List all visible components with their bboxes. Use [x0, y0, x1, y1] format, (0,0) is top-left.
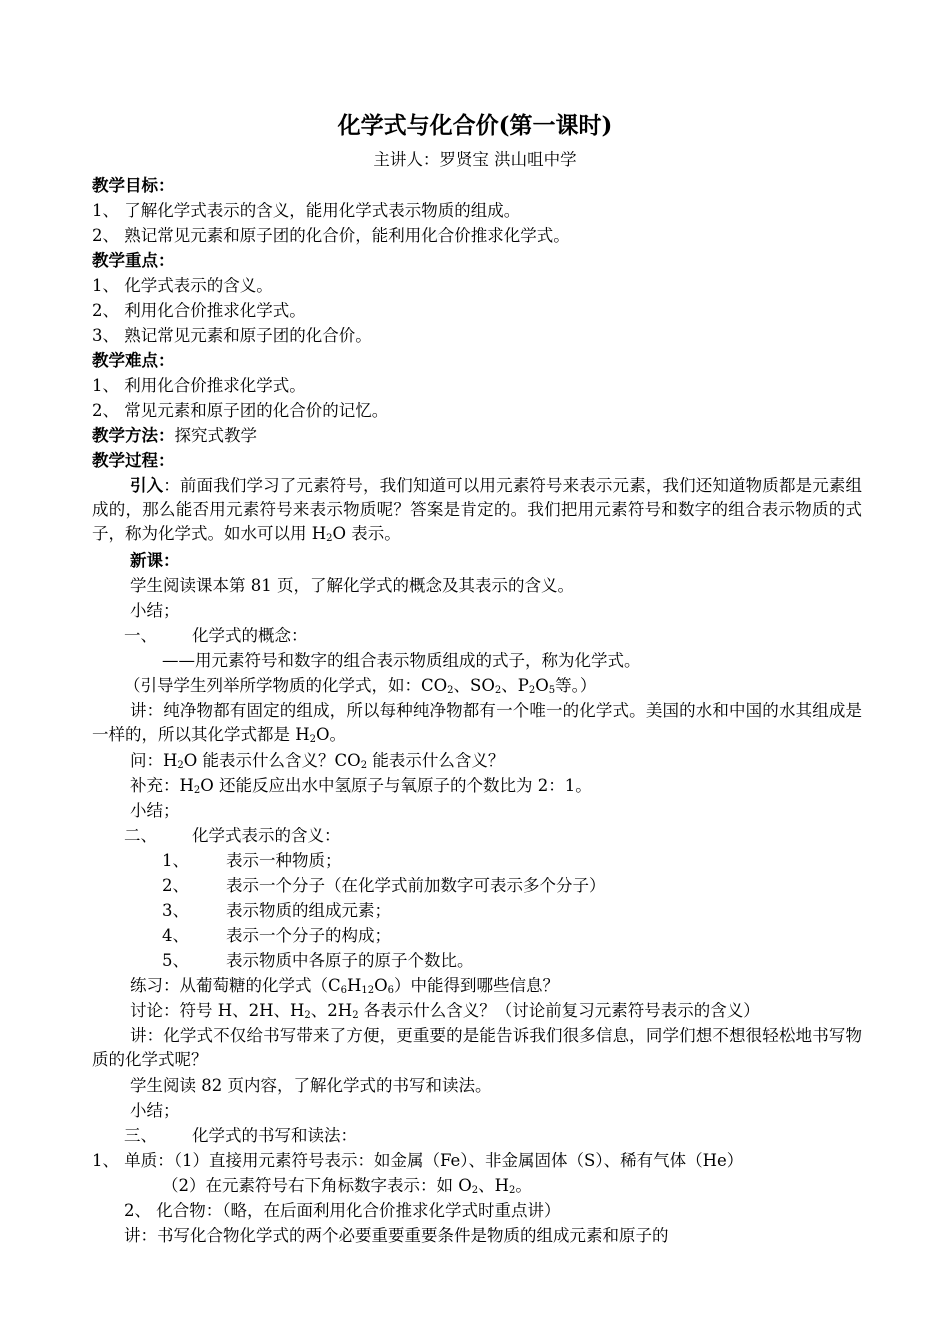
discussion-text: 、2H [310, 1001, 353, 1020]
summary-label: 小结； [130, 1101, 180, 1120]
lecture-paragraph-2: 讲：化学式不仅给书写带来了方便，更重要的是能告诉我们很多信息，同学们想不想很轻松地书写物质的化学式呢？ [92, 1026, 862, 1069]
section-title: 化学式的书写和读法： [192, 1126, 357, 1145]
summary-label: 小结； [130, 601, 180, 620]
subscript: 2 [352, 1010, 359, 1021]
subscript: 2 [509, 1185, 516, 1196]
question-text: 问：H [130, 751, 178, 770]
guide-text: O [535, 676, 549, 695]
exercise-text: ）中能得到哪些信息？ [394, 976, 560, 995]
new-lesson-label: 新课： [130, 551, 180, 570]
meaning-item [162, 924, 932, 948]
subscript: 2 [309, 734, 317, 745]
item-number: 3、 [162, 901, 189, 920]
lecture-paragraph-1 [92, 699, 862, 747]
lecture-line-3: 讲：书写化合物化学式的两个必要重要重要条件是物质的组成元素和原子的 [124, 1226, 669, 1245]
compound-line: 2、 化合物：（略，在后面利用化合价推求化学式时重点讲） [124, 1201, 561, 1220]
section-heading-2 [124, 824, 894, 848]
reading-task: 学生阅读课本第 81 页，了解化学式的概念及其表示的含义。 [130, 576, 574, 595]
section-title: 化学式的概念： [192, 626, 308, 645]
document-title: 化学式与化合价(第一课时) [337, 112, 613, 139]
section-title: 化学式表示的含义： [192, 826, 341, 845]
subscript: 6 [387, 985, 395, 996]
subscript: 2 [177, 760, 184, 771]
supplement-text: 补充：H [130, 776, 194, 795]
section-number: 三、 [124, 1126, 157, 1145]
guide-text: 、SO [453, 676, 495, 695]
item-number: 4、 [162, 926, 189, 945]
element-line-1: 1、 单质：（1）直接用元素符号表示：如金属（Fe）、非金属固体（S）、稀有气体（He） [92, 1151, 744, 1170]
element-text: 。 [515, 1176, 532, 1195]
meaning-item [162, 874, 932, 898]
guide-text: 等。） [555, 676, 597, 695]
objectives-heading: 教学目标： [92, 176, 175, 195]
section-number: 二、 [124, 826, 157, 845]
section-heading-3 [124, 1124, 894, 1148]
question-text: 能表示什么含义？ [367, 751, 505, 770]
supplement-line [130, 774, 900, 798]
lecture-text: 讲：纯净物都有固定的组成，所以每种纯净物都有一个唯一的化学式。美国的水和中国的水其组成是一样的，所以其化学式都是 H [92, 701, 862, 744]
item-number: 5、 [162, 951, 189, 970]
intro-text-end: O 表示。 [332, 524, 401, 543]
exercise-text: O [374, 976, 388, 995]
subscript: 2 [360, 760, 368, 771]
subscript: 2 [494, 685, 502, 696]
element-text: 、H [478, 1176, 510, 1195]
meaning-item [162, 899, 932, 923]
item-text: 表示一个分子（在化学式前加数字可表示多个分子） [226, 876, 606, 895]
exercise-text: 练习：从葡萄糖的化学式（C [130, 976, 341, 995]
difficulties-heading: 教学难点： [92, 351, 175, 370]
subscript: 2 [471, 1185, 479, 1196]
discussion-text: 讨论：符号 H、2H、H [130, 1001, 305, 1020]
guide-text: （引导学生列举所学物质的化学式，如：CO [124, 676, 448, 695]
method-heading: 教学方法： [92, 426, 175, 445]
element-line-2 [162, 1174, 932, 1198]
subscript: 2 [447, 685, 454, 696]
discussion-line [130, 999, 900, 1023]
subscript: 6 [340, 985, 347, 996]
method-text: 探究式教学 [174, 426, 257, 445]
objective-item: 2、 熟记常见元素和原子团的化合价，能利用化合价推求化学式。 [92, 226, 570, 245]
difficulty-item: 1、 利用化合价推求化学式。 [92, 376, 306, 395]
subscript: 2 [528, 685, 536, 696]
key-point-item: 3、 熟记常见元素和原子团的化合价。 [92, 326, 372, 345]
subscript: 2 [193, 785, 201, 796]
subscript: 2 [326, 533, 333, 544]
meaning-item [162, 949, 932, 973]
key-point-item: 2、 利用化合价推求化学式。 [92, 301, 306, 320]
guide-line [124, 674, 894, 698]
key-points-heading: 教学重点： [92, 251, 175, 270]
item-text: 表示一种物质； [226, 851, 342, 870]
intro-paragraph [92, 474, 862, 546]
guide-text: 、P [501, 676, 529, 695]
key-point-item: 1、 化学式表示的含义。 [92, 276, 273, 295]
section-heading-1 [124, 624, 894, 648]
subscript: 12 [361, 985, 375, 996]
objective-item: 1、 了解化学式表示的含义，能用化学式表示物质的组成。 [92, 201, 521, 220]
meaning-item [162, 849, 932, 873]
difficulty-item: 2、 常见元素和原子团的化合价的记忆。 [92, 401, 389, 420]
lecture-text: O。 [316, 725, 347, 744]
item-text: 表示物质的组成元素； [226, 901, 391, 920]
method-line [92, 424, 862, 448]
definition-text: ——用元素符号和数字的组合表示物质组成的式子，称为化学式。 [162, 651, 641, 670]
item-number: 2、 [162, 876, 189, 895]
discussion-text: 各表示什么含义？（讨论前复习元素符号表示的含义） [358, 1001, 760, 1020]
question-line [130, 749, 900, 773]
summary-label: 小结； [130, 801, 180, 820]
reading-task: 学生阅读 82 页内容，了解化学式的书写和读法。 [130, 1076, 492, 1095]
section-number: 一、 [124, 626, 157, 645]
item-text: 表示一个分子的构成； [226, 926, 391, 945]
intro-text: ：前面我们学习了元素符号，我们知道可以用元素符号来表示元素，我们还知道物质都是元素组成的，那么能否用元素符号来表示物质呢？答案是肯定的。我们把用元素符号和数字的组合表示物质的式子，称为化学式。如水可以用 H [92, 476, 863, 543]
item-text: 表示物质中各原子的原子个数比。 [226, 951, 474, 970]
exercise-text: H [347, 976, 362, 995]
author-line: 主讲人：罗贤宝 洪山咀中学 [373, 150, 577, 169]
element-text: （2）在元素符号右下角标数字表示：如 O [162, 1176, 472, 1195]
item-number: 1、 [162, 851, 189, 870]
question-text: O 能表示什么含义？CO [183, 751, 361, 770]
subscript: 2 [304, 1010, 311, 1021]
process-heading: 教学过程： [92, 451, 175, 470]
subscript: 5 [548, 685, 556, 696]
exercise-line [130, 974, 900, 998]
intro-label: 引入 [130, 476, 164, 495]
supplement-text: O 还能反应出水中氢原子与氧原子的个数比为 2：1。 [200, 776, 592, 795]
